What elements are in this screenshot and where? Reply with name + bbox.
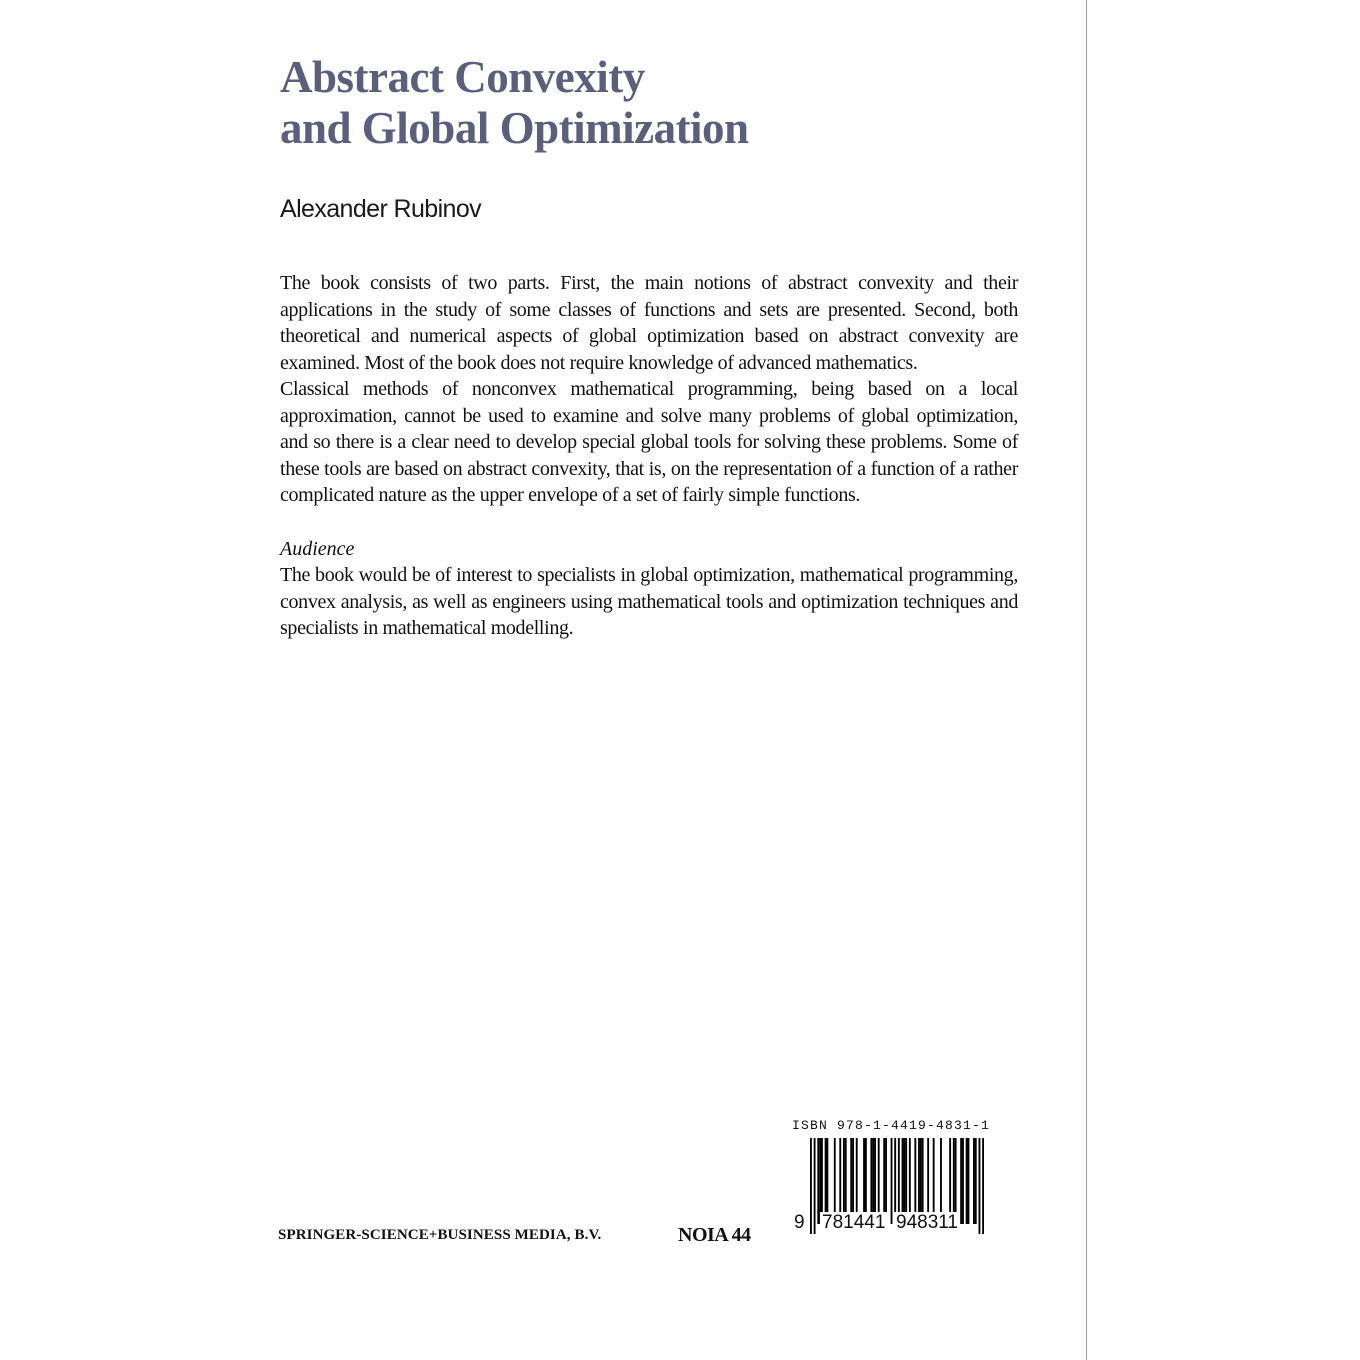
isbn-barcode [790, 1118, 1012, 1238]
description-paragraph-2: Classical methods of nonconvex mathematical programming, being based on a local approximation, cannot be used to examine and solve many problems of global optimization, and so there is a clear need to develop special global tools for solving these problems. Some of these tools are based on abstract convexity, that is, on the representation of a function of a rather complicated nature as the upper envelope of a set of fairly simple functions. [280, 378, 1018, 506]
barcode-bar [975, 1138, 977, 1224]
barcode-bar [973, 1138, 975, 1224]
book-title-line-1: Abstract Convexity [280, 52, 645, 102]
description-paragraph-1: The book consists of two parts. First, the main notions of abstract convexity and their applications in the study of some classes of functions and sets are presented. Second, both theoretical and numerical aspects of global optimization based on abstract convexity are examined. Most of the book does not require knowledge of advanced mathematics. [280, 272, 1018, 374]
audience-heading: Audience [280, 537, 355, 560]
barcode-bar [817, 1138, 819, 1224]
barcode-digits-right: 948311 [896, 1212, 958, 1233]
barcode-digits-left: 781441 [822, 1212, 886, 1233]
series-label: NOIA 44 [678, 1224, 751, 1246]
barcode-bar [891, 1138, 893, 1224]
author-name: Alexander Rubinov [280, 195, 482, 223]
publisher-name: SPRINGER-SCIENCE+BUSINESS MEDIA, B.V. [278, 1227, 602, 1243]
isbn-label: ISBN 978-1-4419-4831-1 [792, 1118, 991, 1133]
spine-fold-line [1086, 0, 1087, 1360]
book-title-line-2: and Global Optimization [280, 103, 749, 153]
barcode-bar [982, 1138, 984, 1234]
barcode-digit-lead: 9 [794, 1212, 805, 1233]
barcode-bar [960, 1138, 962, 1224]
book-description [280, 270, 1018, 509]
barcode-bar [966, 1138, 968, 1224]
back-cover-content [280, 52, 1018, 642]
barcode-bar [962, 1138, 964, 1224]
barcode-bar [810, 1138, 812, 1234]
audience-text: The book would be of interest to specialists in global optimization, mathematical programming, convex analysis, as well as engineers using mathematical tools and optimization techniques and specialists in mathematical modelling. [280, 564, 1018, 639]
book-title [280, 52, 1018, 154]
barcode-bar [968, 1138, 970, 1224]
barcode-bar [979, 1138, 981, 1234]
barcode-bar [814, 1138, 816, 1234]
